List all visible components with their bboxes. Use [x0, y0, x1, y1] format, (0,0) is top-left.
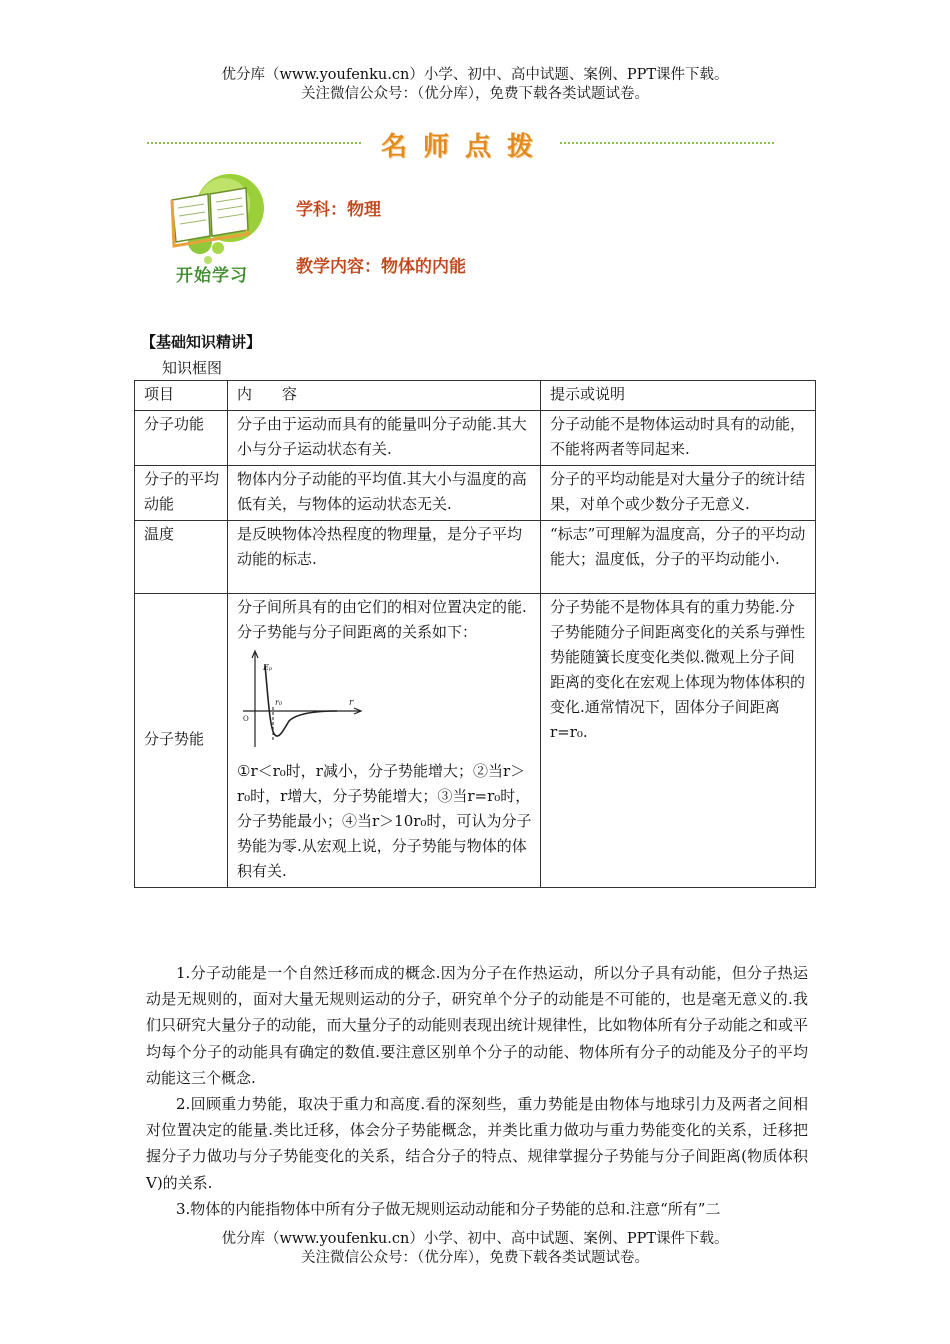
table-row [135, 411, 816, 466]
paragraph: 3.物体的内能指物体中所有分子做无规则运动动能和分子势能的总和.注意“所有”二 [176, 1199, 721, 1218]
page-footer [0, 1230, 950, 1268]
table-caption: 知识框图 [162, 359, 223, 377]
potential-energy-intro: 分子间所具有的由它们的相对位置决定的能.分子势能与分子间距离的关系如下： [237, 598, 527, 641]
page-header [0, 66, 950, 104]
header-line-1: 优分库（www.youfenku.cn）小学、初中、高中试题、案例、PPT课件下载。 [221, 67, 729, 83]
column-header-note: 提示或说明 [541, 381, 816, 411]
row-note: “标志”可理解为温度高，分子的平均动能大；温度低，分子的平均动能小. [541, 521, 816, 594]
banner-title: 名师点拨 [380, 132, 549, 162]
banner-divider-right [560, 142, 774, 144]
row-item: 分子势能 [135, 594, 228, 888]
paragraph: 2.回顾重力势能，取决于重力和高度.看的深刻些，重力势能是由物体与地球引力及两者之间相对位置决定的能量.类比迁移，体会分子势能概念，并类比重力做功与重力势能变化的关系，迁移把握分子力做功与分子势能变化的关系，结合分子的特点、规律掌握分子势能与分子间距离(物质体积V)的关系. [146, 1095, 808, 1192]
row-note: 分子的平均动能是对大量分子的统计结果，对单个或少数分子无意义. [541, 466, 816, 521]
row-content [228, 594, 541, 888]
paragraph: 1.分子动能是一个自然迁移而成的概念.因为分子在作热运动，所以分子具有动能，但分子热运动是无规则的，面对大量无规则运动的分子，研究单个分子的动能是不可能的，也是毫无意义的.我们只研究大量分子的动能，而大量分子的动能则表现出统计规律性，比如物体所有分子动能之和或平均每个分子的动能具有确定的数值.要注意区别单个分子的动能、物体所有分子的动能及分子的平均动能这三个概念. [146, 964, 808, 1087]
row-note: 分子动能不是物体运动时具有的动能，不能将两者等同起来. [541, 411, 816, 466]
graph-r0-label: r₀ [275, 698, 283, 707]
lesson-content-line: 教学内容：物体的内能 [296, 257, 466, 277]
banner-divider-left [147, 142, 361, 144]
footer-line-2: 关注微信公众号：（优分库），免费下载各类试题试卷。 [301, 1250, 649, 1266]
start-learning-label: 开始学习 [176, 266, 248, 286]
subject-line: 学科：物理 [296, 200, 381, 220]
graph-y-label: Eₚ [263, 663, 273, 672]
header-line-2: 关注微信公众号：（优分库），免费下载各类试题试卷。 [301, 86, 649, 102]
graph-x-label: r [349, 698, 354, 708]
potential-energy-graph [237, 649, 367, 749]
column-header-item: 项目 [135, 381, 228, 411]
row-content: 物体内分子动能的平均值.其大小与温度的高低有关，与物体的运动状态无关. [228, 466, 541, 521]
table-header-row [135, 381, 816, 411]
row-item: 分子功能 [135, 411, 228, 466]
table-row [135, 466, 816, 521]
section-heading: 【基础知识精讲】 [141, 333, 262, 351]
knowledge-table [134, 380, 816, 888]
row-content: 是反映物体冷热程度的物理量，是分子平均动能的标志. [228, 521, 541, 594]
graph-origin-label: O [243, 715, 249, 723]
row-content: 分子由于运动而具有的能量叫分子动能.其大小与分子运动状态有关. [228, 411, 541, 466]
table-row [135, 594, 816, 888]
section-banner [0, 126, 950, 160]
row-item: 温度 [135, 521, 228, 594]
table-row [135, 521, 816, 594]
row-note: 分子势能不是物体具有的重力势能.分子势能随分子间距离变化的关系与弹性势能随簧长度变化类似.微观上分子间距离的变化在宏观上体现为物体体积的变化.通常情况下，固体分子间距离r=r₀. [541, 594, 816, 888]
potential-energy-rules: ①r＜r₀时，r减小，分子势能增大；②当r＞r₀时，r增大，分子势能增大；③当r=r₀时，分子势能最小；④当r＞10r₀时，可认为分子势能为零.从宏观上说，分子势能与物体的体积有关. [237, 762, 532, 880]
footer-line-1: 优分库（www.youfenku.cn）小学、初中、高中试题、案例、PPT课件下载。 [221, 1231, 729, 1247]
explanation-paragraphs [146, 960, 808, 1222]
row-item: 分子的平均动能 [135, 466, 228, 521]
column-header-content: 内 容 [228, 381, 541, 411]
